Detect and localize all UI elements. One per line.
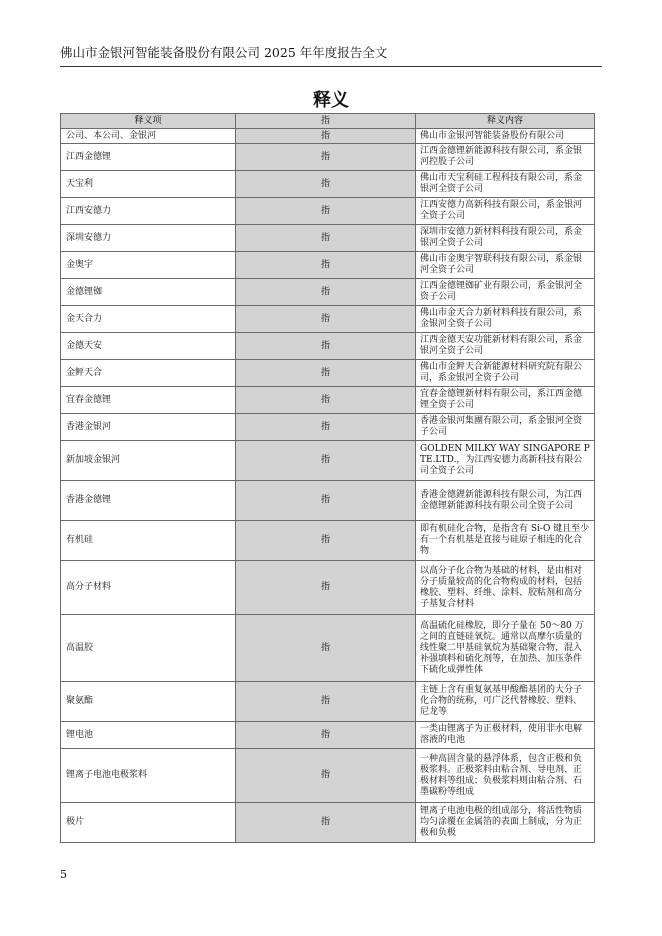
row-term: 高温胶 <box>61 615 236 682</box>
table-row <box>61 252 595 279</box>
row-term: 新加坡金银河 <box>61 441 236 481</box>
row-description: 佛山市金鲆天合新能源材料研究院有限公司，系金银河全资子公司 <box>416 360 595 387</box>
row-zhi: 指 <box>236 252 416 279</box>
row-description: 江西金德锂铷矿业有限公司，系金银河全资子公司 <box>416 279 595 306</box>
table-row <box>61 360 595 387</box>
row-term: 聚氨酯 <box>61 682 236 722</box>
section-title: 释义 <box>313 90 349 111</box>
row-zhi: 指 <box>236 441 416 481</box>
table-row <box>61 144 595 171</box>
row-description: 主链上含有重复氨基甲酸酯基团的大分子化合物的统称，可广泛代替橡胶、塑料、尼龙等 <box>416 682 595 722</box>
table-row <box>61 279 595 306</box>
table-row <box>61 306 595 333</box>
table-row <box>61 333 595 360</box>
row-term: 有机硅 <box>61 521 236 561</box>
row-zhi: 指 <box>236 279 416 306</box>
table-row <box>61 225 595 252</box>
row-term: 天宝利 <box>61 171 236 198</box>
row-description: 以高分子化合物为基础的材料，是由相对分子质量较高的化合物构成的材料，包括橡胶、塑料、纤维、涂料、胶粘剂和高分子基复合材料 <box>416 561 595 615</box>
row-term: 锂电池 <box>61 722 236 749</box>
row-term: 深圳安德力 <box>61 225 236 252</box>
row-zhi: 指 <box>236 198 416 225</box>
row-zhi: 指 <box>236 129 416 144</box>
table-row <box>61 441 595 481</box>
row-term: 高分子材料 <box>61 561 236 615</box>
table-row <box>61 722 595 749</box>
column-header-zhi: 指 <box>236 114 416 129</box>
row-term: 金鲆天合 <box>61 360 236 387</box>
row-term: 江西金德锂 <box>61 144 236 171</box>
row-description: 江西金德天安功能新材料有限公司，系金银河全资子公司 <box>416 333 595 360</box>
row-description: 江西安德力高新科技有限公司，系金银河全资子公司 <box>416 198 595 225</box>
row-description: 佛山市天宝利硅工程科技有限公司，系金银河全资子公司 <box>416 171 595 198</box>
column-header-description: 释义内容 <box>416 114 595 129</box>
table-row <box>61 198 595 225</box>
row-zhi: 指 <box>236 803 416 843</box>
row-zhi: 指 <box>236 333 416 360</box>
table-row <box>61 171 595 198</box>
row-description: 深圳市安德力新材料科技有限公司，系金银河全资子公司 <box>416 225 595 252</box>
row-term: 江西安德力 <box>61 198 236 225</box>
row-zhi: 指 <box>236 682 416 722</box>
row-term: 金天合力 <box>61 306 236 333</box>
row-description: 香港金银河集團有限公司，系金银河全资子公司 <box>416 414 595 441</box>
row-description: 佛山市金银河智能装备股份有限公司 <box>416 129 595 144</box>
column-header-term: 释义项 <box>61 114 236 129</box>
row-zhi: 指 <box>236 749 416 803</box>
row-zhi: 指 <box>236 144 416 171</box>
table-row <box>61 749 595 803</box>
row-term: 金德天安 <box>61 333 236 360</box>
row-description: 锂离子电池电极的组成部分，将活性物质均匀涂覆在金属箔的表面上制成，分为正极和负极 <box>416 803 595 843</box>
table-header-row <box>61 114 595 129</box>
page-header: 佛山市金银河智能装备股份有限公司 2025 年年度报告全文 <box>60 45 602 67</box>
row-zhi: 指 <box>236 615 416 682</box>
row-term: 公司、本公司、金银河 <box>61 129 236 144</box>
row-term: 香港金银河 <box>61 414 236 441</box>
row-description: 即有机硅化合物，是指含有 Si-O 键且至少有一个有机基是直接与硅原子相连的化合物 <box>416 521 595 561</box>
table-row <box>61 561 595 615</box>
definitions-table <box>60 113 595 843</box>
row-description: GOLDEN MILKY WAY SINGAPORE PTE.LTD.，为江西安德力高新科技有限公司全资子公司 <box>416 441 595 481</box>
row-term: 锂离子电池电极浆料 <box>61 749 236 803</box>
row-zhi: 指 <box>236 521 416 561</box>
row-term: 金奥宇 <box>61 252 236 279</box>
row-description: 宜春金德锂新材料有限公司，系江西金德锂全资子公司 <box>416 387 595 414</box>
row-term: 极片 <box>61 803 236 843</box>
row-zhi: 指 <box>236 561 416 615</box>
row-zhi: 指 <box>236 414 416 441</box>
row-description: 佛山市金奥宇智联科技有限公司，系金银河全资子公司 <box>416 252 595 279</box>
row-term: 金德锂铷 <box>61 279 236 306</box>
row-zhi: 指 <box>236 722 416 749</box>
row-zhi: 指 <box>236 481 416 521</box>
table-row <box>61 481 595 521</box>
table-row <box>61 521 595 561</box>
row-description: 高温硫化硅橡胶，即分子量在 50～80 万之间的直链硅氧烷。通常以高摩尔质量的线性聚二甲基硅氧烷为基础聚合物，混入补强填料和硫化剂等，在加热、加压条件下硫化成弹性体 <box>416 615 595 682</box>
table-row <box>61 129 595 144</box>
row-description: 佛山市金天合力新材料科技有限公司，系金银河全资子公司 <box>416 306 595 333</box>
table-row <box>61 414 595 441</box>
table-row <box>61 615 595 682</box>
row-zhi: 指 <box>236 387 416 414</box>
row-description: 江西金德锂新能源科技有限公司，系金银河控股子公司 <box>416 144 595 171</box>
row-description: 香港金德鋰新能源科技有限公司，为江西金德锂新能源科技有限公司全资子公司 <box>416 481 595 521</box>
table-row <box>61 803 595 843</box>
table-row <box>61 387 595 414</box>
row-description: 一类由锂离子为正极材料，使用非水电解溶液的电池 <box>416 722 595 749</box>
page-number: 5 <box>60 868 67 881</box>
row-zhi: 指 <box>236 225 416 252</box>
row-zhi: 指 <box>236 360 416 387</box>
table-row <box>61 682 595 722</box>
row-term: 香港金德锂 <box>61 481 236 521</box>
row-description: 一种高固含量的悬浮体系，包含正极和负极浆料。正极浆料由粘合剂、导电剂、正极材料等组成；负极浆料则由粘合剂、石墨碳粉等组成 <box>416 749 595 803</box>
row-term: 宜春金德锂 <box>61 387 236 414</box>
row-zhi: 指 <box>236 171 416 198</box>
row-zhi: 指 <box>236 306 416 333</box>
